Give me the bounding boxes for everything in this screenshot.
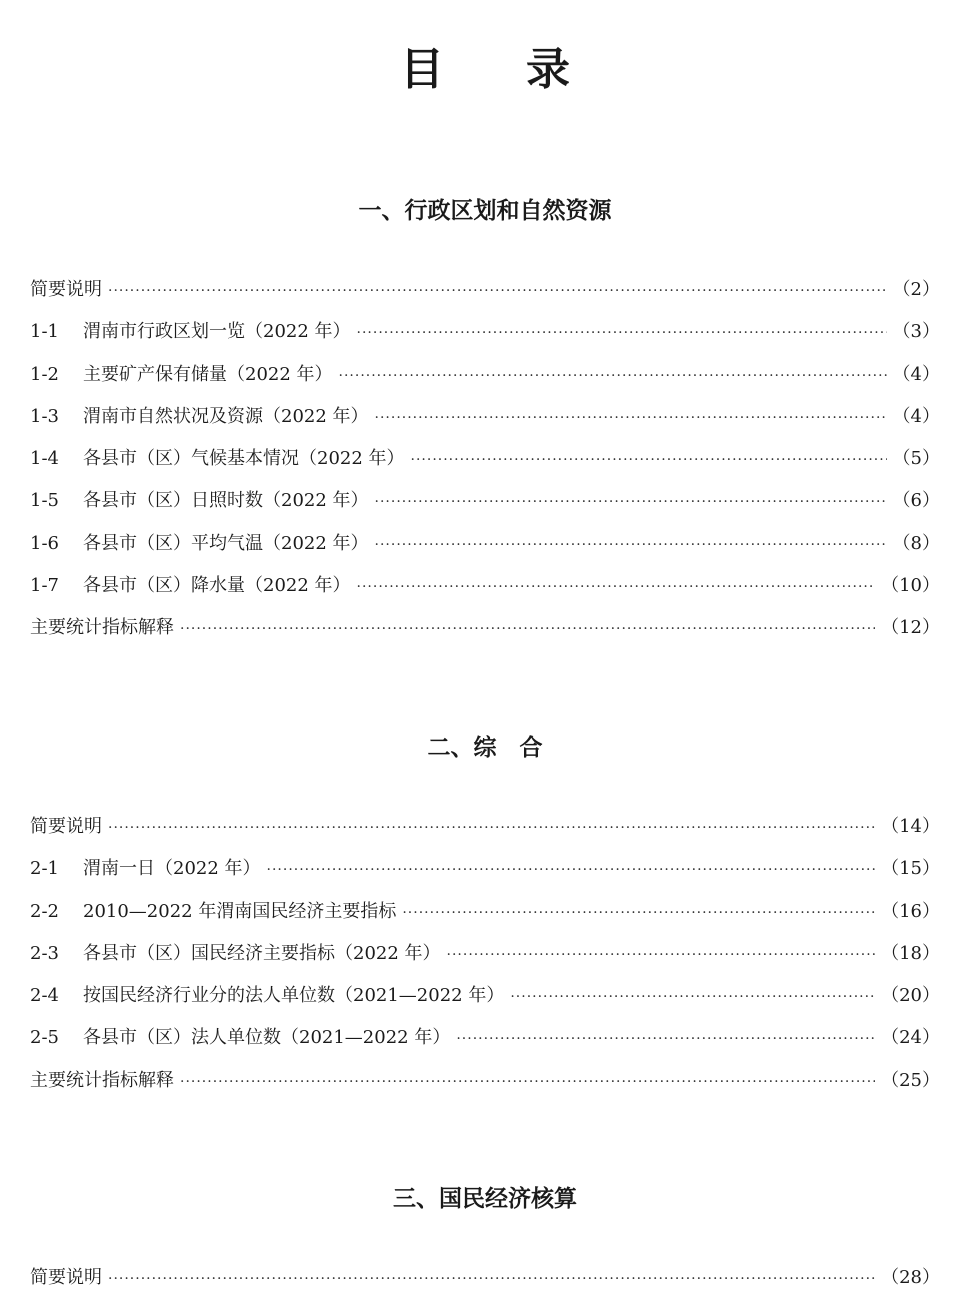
entry-page: （8） — [892, 532, 940, 554]
entry-page: （12） — [881, 617, 940, 639]
toc-entry[interactable] — [30, 320, 940, 362]
dot-leader — [180, 617, 875, 641]
entry-page: （2） — [892, 279, 940, 300]
toc-entry[interactable] — [30, 984, 940, 1026]
dot-leader — [411, 448, 887, 472]
entry-title: 渭南市自然状况及资源（2022 年） — [83, 405, 369, 427]
entry-title: 2010—2022 年渭南国民经济主要指标 — [83, 900, 397, 922]
toc-entry[interactable] — [30, 1026, 940, 1068]
entry-title: 主要统计指标解释 — [30, 1069, 174, 1091]
entry-page: （14） — [881, 816, 940, 837]
entry-number: 2-1 — [30, 858, 59, 880]
entry-page: （3） — [892, 321, 940, 343]
toc-entry[interactable] — [30, 1266, 940, 1308]
entry-number: 1-1 — [30, 321, 59, 343]
entry-number: 2-3 — [30, 942, 59, 964]
toc-entry[interactable] — [30, 574, 940, 616]
toc-entry[interactable] — [30, 278, 940, 320]
entry-number: 1-6 — [30, 532, 59, 554]
section-3 — [30, 1184, 940, 1308]
entry-title: 主要矿产保有储量（2022 年） — [83, 363, 333, 385]
entry-title: 各县市（区）降水量（2022 年） — [83, 575, 351, 597]
entry-page: （25） — [881, 1069, 940, 1091]
toc-entry[interactable] — [30, 532, 940, 574]
section-title: 一、行政区划和自然资源 — [358, 198, 612, 224]
entry-title: 各县市（区）平均气温（2022 年） — [83, 532, 369, 554]
entry-page: （10） — [881, 575, 940, 597]
toc-entry[interactable] — [30, 942, 940, 984]
toc-entry[interactable] — [30, 489, 940, 531]
toc-entry[interactable] — [30, 815, 940, 857]
entry-number: 1-3 — [30, 405, 59, 427]
entry-number: 2-2 — [30, 900, 59, 922]
section-title: 三、国民经济核算 — [393, 1186, 577, 1212]
entry-number: 2-4 — [30, 985, 59, 1007]
dot-leader — [456, 1027, 875, 1051]
dot-leader — [375, 490, 887, 514]
toc-list — [30, 815, 940, 1111]
entry-title: 各县市（区）日照时数（2022 年） — [83, 490, 369, 512]
entry-page: （16） — [881, 900, 940, 922]
toc-entry[interactable] — [30, 405, 940, 447]
entry-number: 1-4 — [30, 448, 59, 470]
dot-leader — [180, 1070, 875, 1094]
entry-page: （18） — [881, 942, 940, 964]
toc-entry[interactable] — [30, 900, 940, 942]
dot-leader — [108, 279, 887, 303]
dot-leader — [267, 858, 876, 882]
entry-number: 2-5 — [30, 1027, 59, 1049]
toc-entry[interactable] — [30, 616, 940, 658]
entry-page: （15） — [881, 858, 940, 880]
section-title: 二、综 合 — [427, 735, 543, 761]
toc-entry[interactable] — [30, 363, 940, 405]
entry-title: 渭南市行政区划一览（2022 年） — [83, 321, 351, 343]
entry-title: 按国民经济行业分的法人单位数（2021—2022 年） — [83, 985, 505, 1007]
toc-list — [30, 1266, 940, 1308]
entry-page: （24） — [881, 1027, 940, 1049]
entry-page: （20） — [881, 985, 940, 1007]
entry-page: （28） — [881, 1267, 940, 1288]
dot-leader — [357, 321, 887, 345]
toc-entry[interactable] — [30, 447, 940, 489]
entry-number: 1-5 — [30, 490, 59, 512]
entry-page: （5） — [892, 448, 940, 470]
entry-title: 简要说明 — [30, 816, 102, 837]
section-2 — [30, 733, 940, 1111]
entry-page: （4） — [892, 405, 940, 427]
dot-leader — [108, 1267, 875, 1291]
entry-page: （4） — [892, 363, 940, 385]
entry-title: 渭南一日（2022 年） — [83, 858, 261, 880]
entry-title: 简要说明 — [30, 279, 102, 300]
section-1 — [30, 196, 940, 659]
entry-title: 各县市（区）法人单位数（2021—2022 年） — [83, 1027, 451, 1049]
dot-leader — [447, 943, 876, 967]
entry-title: 简要说明 — [30, 1267, 102, 1288]
entry-title: 各县市（区）气候基本情况（2022 年） — [83, 448, 405, 470]
dot-leader — [402, 901, 875, 925]
entry-page: （6） — [892, 490, 940, 512]
entry-number: 1-2 — [30, 363, 59, 385]
page-title: 目录 — [400, 44, 652, 95]
entry-title: 各县市（区）国民经济主要指标（2022 年） — [83, 942, 441, 964]
dot-leader — [108, 816, 875, 840]
dot-leader — [357, 575, 876, 599]
dot-leader — [375, 406, 887, 430]
dot-leader — [375, 533, 887, 557]
toc-list — [30, 278, 940, 659]
entry-title: 主要统计指标解释 — [30, 617, 174, 639]
dot-leader — [339, 364, 887, 388]
toc-entry[interactable] — [30, 857, 940, 899]
entry-number: 1-7 — [30, 575, 59, 597]
dot-leader — [510, 985, 875, 1009]
toc-entry[interactable] — [30, 1069, 940, 1111]
